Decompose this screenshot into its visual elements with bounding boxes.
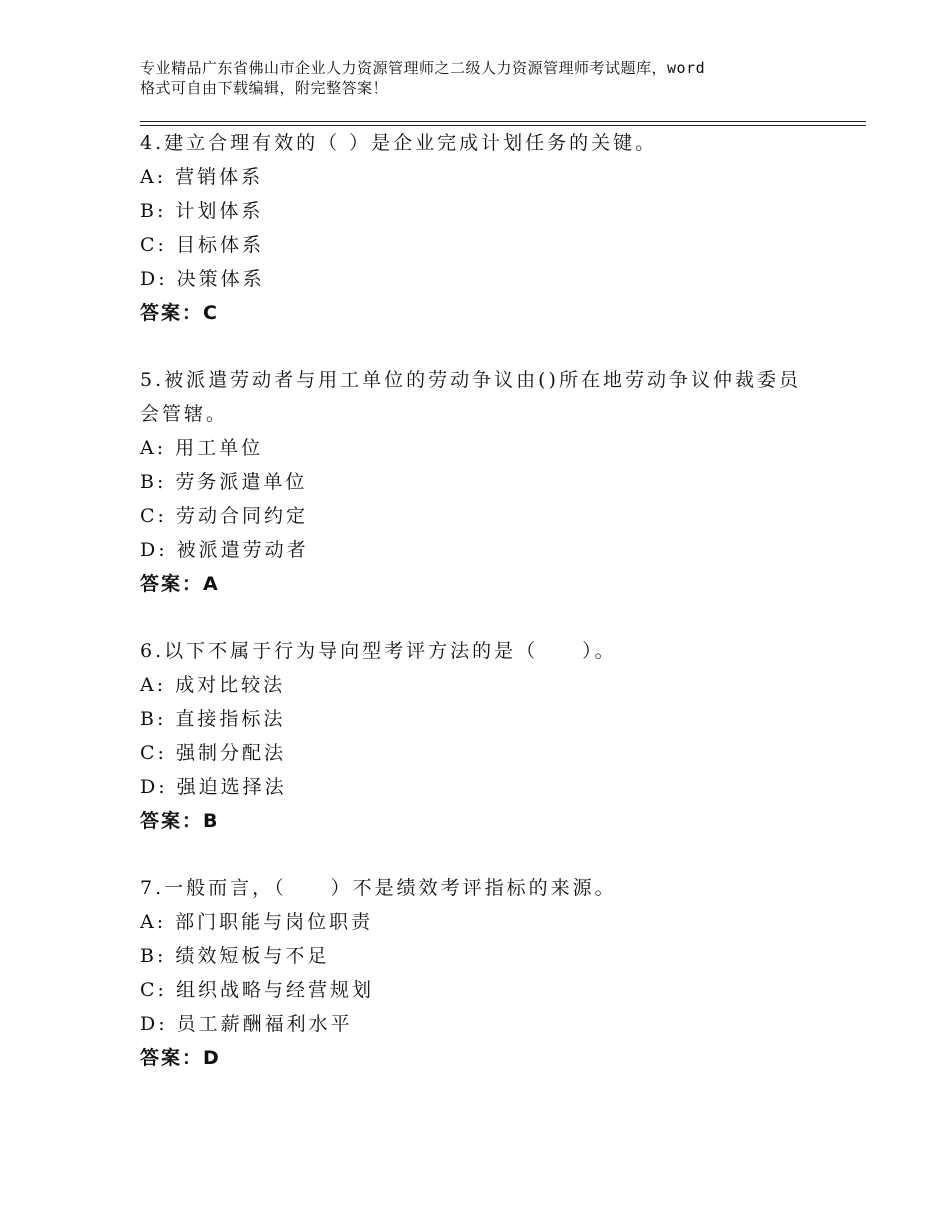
question-text: 7.一般而言，（ ）不是绩效考评指标的来源。 [140, 877, 617, 899]
question-text: 4.建立合理有效的（ ）是企业完成计划任务的关键。 [140, 132, 658, 154]
option-c: C: 目标体系 [140, 234, 264, 256]
document-header [140, 58, 840, 98]
header-line-2: 格式可自由下载编辑，附完整答案！ [140, 79, 389, 97]
answer-value: D [203, 1047, 221, 1069]
option-d: D: 员工薪酬福利水平 [140, 1013, 353, 1035]
answer-label: 答案： [140, 302, 204, 324]
answer-line [140, 567, 820, 601]
answer-line [140, 1041, 820, 1075]
header-line-1: 专业精品广东省佛山市企业人力资源管理师之二级人力资源管理师考试题库，word [140, 59, 706, 77]
option-b: B: 劳务派遣单位 [140, 471, 308, 493]
option-a: A: 营销体系 [140, 166, 264, 188]
option-c: C: 强制分配法 [140, 742, 286, 764]
question-list [140, 126, 820, 1108]
option-c: C: 劳动合同约定 [140, 505, 308, 527]
option-d: D: 决策体系 [140, 268, 265, 290]
answer-line [140, 804, 820, 838]
answer-value: B [203, 810, 220, 832]
question-text: 6.以下不属于行为导向型考评方法的是（ ）。 [140, 640, 617, 662]
option-b: B: 计划体系 [140, 200, 264, 222]
question-5 [140, 363, 820, 601]
answer-value: A [203, 573, 220, 595]
answer-label: 答案： [140, 810, 204, 832]
question-text: 5.被派遣劳动者与用工单位的劳动争议由()所在地劳动争议仲裁委员会管辖。 [140, 369, 801, 425]
option-d: D: 被派遣劳动者 [140, 539, 309, 561]
option-a: A: 成对比较法 [140, 674, 286, 696]
option-c: C: 组织战略与经营规划 [140, 979, 374, 1001]
option-a: A: 用工单位 [140, 437, 264, 459]
answer-value: C [203, 302, 219, 324]
option-a: A: 部门职能与岗位职责 [140, 911, 374, 933]
question-4 [140, 126, 820, 330]
option-b: B: 绩效短板与不足 [140, 945, 330, 967]
question-6 [140, 634, 820, 838]
answer-label: 答案： [140, 573, 204, 595]
option-b: B: 直接指标法 [140, 708, 286, 730]
question-7 [140, 871, 820, 1075]
header-rule-top [140, 121, 866, 122]
answer-label: 答案： [140, 1047, 204, 1069]
option-d: D: 强迫选择法 [140, 776, 287, 798]
answer-line [140, 296, 820, 330]
